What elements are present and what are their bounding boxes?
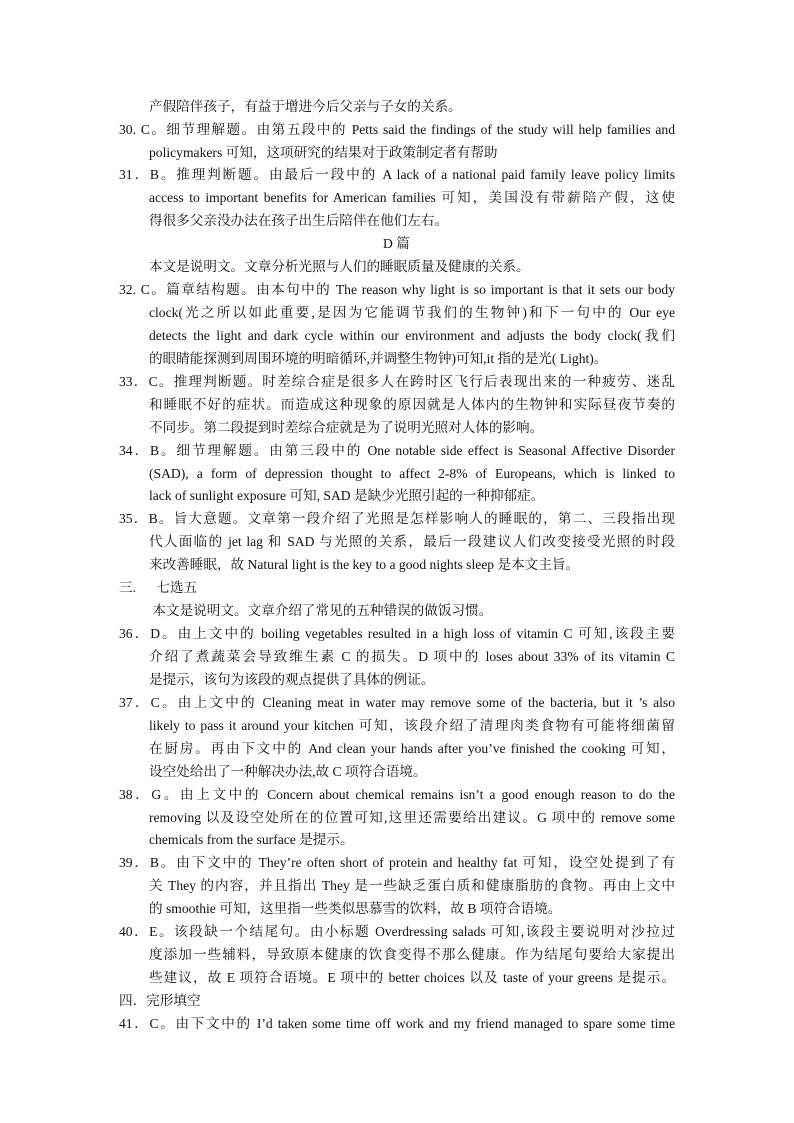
- text-line: 得很多父亲没办法在孩子出生后陪伴在他们左右。: [149, 213, 449, 228]
- text-line: 些建议，故 E 项符合语境。E 项中的 better choices 以及 taste of your greens 是提示。: [149, 970, 675, 985]
- answer-36-line: 36．D。由上文中的 boiling vegetables resulted in a high loss of vitamin C 可知,该段主要: [119, 626, 675, 641]
- text-line: 是提示，该句为该段的观点提供了具体的例证。: [149, 672, 435, 687]
- text-line: 代人面临的 jet lag 和 SAD 与光照的关系，最后一段建议人们改变接受光照的时段: [149, 534, 675, 549]
- text-line: 度添加一些辅料，导致原本健康的饮食变得不那么健康。作为结尾句要给大家提出: [149, 947, 675, 962]
- answer-37-line: 37．C。由上文中的 Cleaning meat in water may remove some of the bacteria, but it ’s also: [119, 695, 675, 710]
- answer-39-line: 39．B。由下文中的 They’re often short of protein and healthy fat 可知，设空处提到了有: [119, 855, 675, 870]
- text-line: 关 They 的内容，并且指出 They 是一些缺乏蛋白质和健康脂肪的食物。再由上文中: [149, 878, 675, 893]
- answer-33-line: 33．C。推理判断题。时差综合症是很多人在跨时区飞行后表现出来的一种疲劳、迷乱: [119, 374, 675, 389]
- answer-40-line: 40．E。该段缺一个结尾句。由小标题 Overdressing salads 可知,该段主要说明对沙拉过: [119, 924, 675, 939]
- answer-41-line: 41．C。由下文中的 I’d taken some time off work and my friend managed to spare some time: [119, 1016, 675, 1031]
- section-heading-d: D 篇: [383, 236, 410, 251]
- text-line: removing 以及设空处所在的位置可知,这里还需要给出建议。G 项中的 remove some: [149, 810, 675, 825]
- text-line: clock(光之所以如此重要,是因为它能调节我们的生物钟)和下一句中的 Our eye: [149, 305, 675, 320]
- answer-34-line: 34．B。细节理解题。由第三段中的 One notable side effect is Seasonal Affective Disorder: [119, 443, 675, 458]
- text-line: 设空处给出了一种解决办法,故 C 项符合语境。: [149, 764, 427, 779]
- text-line: likely to pass it around your kitchen 可知，该段介绍了清理肉类食物有可能将细菌留: [149, 718, 675, 733]
- text-line: 的 smoothie 可知，这里指一些类似思慕雪的饮料，故 B 项符合语境。: [149, 901, 562, 916]
- summary-line: 本文是说明文。文章介绍了常见的五种错误的做饭习惯。: [149, 603, 493, 618]
- section-heading-4: 四．完形填空: [119, 993, 201, 1008]
- text-line: 不同步。第二段提到时差综合症就是为了说明光照对人体的影响。: [149, 420, 544, 435]
- text-line: 在厨房。再由下文中的 And clean your hands after you’ve finished the cooking 可知，: [149, 741, 675, 756]
- text-line: (SAD), a form of depression thought to affect 2-8% of Europeans, which is linked to: [149, 466, 675, 481]
- answer-32-line: 32. C。篇章结构题。由本句中的 The reason why light is so important is that it sets our body: [119, 282, 675, 297]
- text-line: lack of sunlight exposure 可知, SAD 是缺少光照引起的一种抑郁症。: [149, 488, 545, 503]
- section-heading-3: 三. 七选五: [119, 580, 198, 595]
- text-line: 介绍了煮蔬菜会导致维生素 C 的损失。D 项中的 loses about 33% of its vitamin C: [149, 649, 675, 664]
- text-line: 产假陪伴孩子，有益于增进今后父亲与子女的关系。: [149, 99, 462, 114]
- answer-35-line: 35．B。旨大意题。文章第一段介绍了光照是怎样影响人的睡眠的，第二、三段指出现: [119, 511, 675, 526]
- text-line: access to important benefits for American families 可知，美国没有带薪陪产假，这使: [149, 190, 675, 205]
- text-line: detects the light and dark cycle within our environment and adjusts the body clock(我们: [149, 328, 675, 343]
- text-line: chemicals from the surface 是提示。: [149, 832, 354, 847]
- text-line: 和睡眠不好的症状。而造成这种现象的原因就是人体内的生物钟和实际昼夜节奏的: [149, 397, 675, 412]
- text-line: 的眼睛能探测到周围环境的明暗循环,并调整生物钟)可知,it 指的是光( Light)。: [149, 351, 608, 366]
- answer-30-line: 30. C。细节理解题。由第五段中的 Petts said the findings of the study will help families and: [119, 122, 675, 137]
- answer-38-line: 38．G。由上文中的 Concern about chemical remains isn’t a good enough reason to do the: [119, 787, 675, 802]
- summary-line: 本文是说明文。文章分析光照与人们的睡眠质量及健康的关系。: [149, 259, 530, 274]
- text-line: 来改善睡眠，故 Natural light is the key to a good nights sleep 是本文主旨。: [149, 557, 580, 572]
- text-line: policymakers 可知，这项研究的结果对于政策制定者有帮助: [149, 145, 498, 160]
- answer-31-line: 31．B。推理判断题。由最后一段中的 A lack of a national paid family leave policy limits: [119, 167, 675, 182]
